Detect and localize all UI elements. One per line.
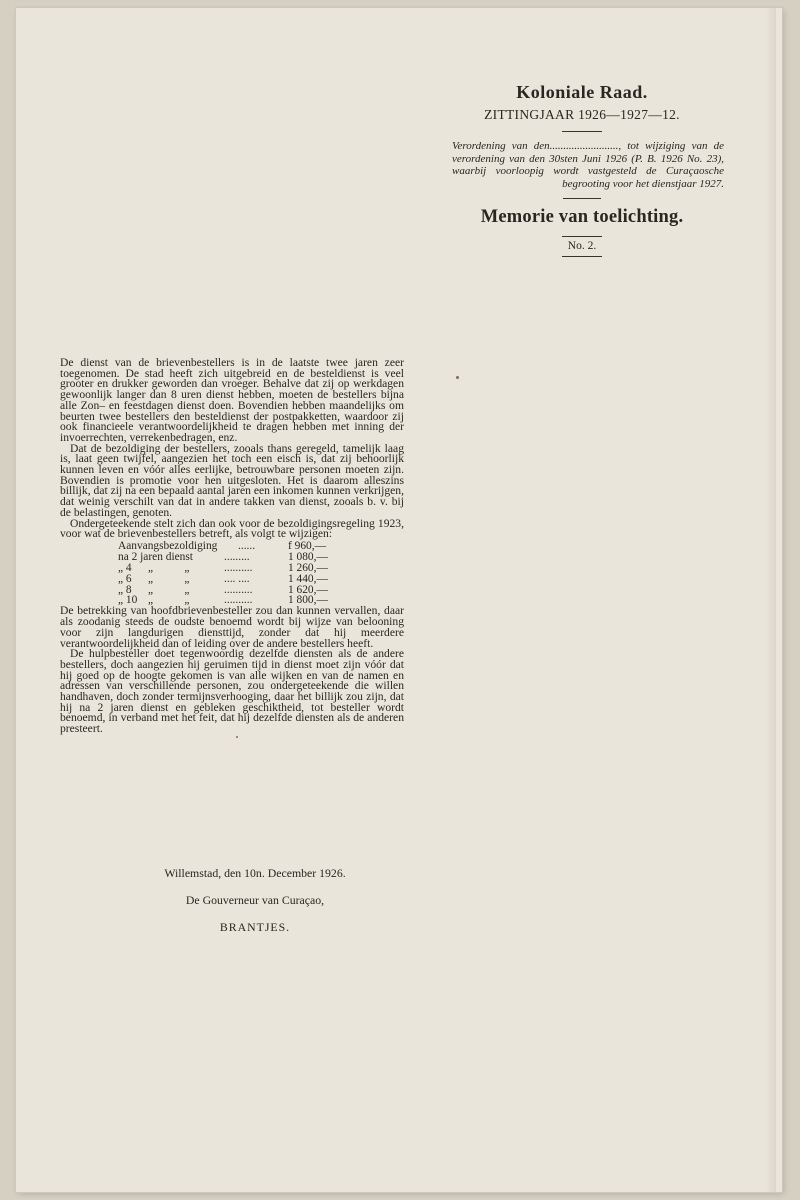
salary-dots: .......... — [224, 562, 253, 574]
salary-dots: .... .... — [224, 573, 250, 585]
paragraph: Ondergeteekende stelt zich dan ook voor de bezoldigingsregeling 1923, voor wat de brievenbestellers betreft, als volgt te wijzigen: — [60, 516, 404, 541]
paragraph: De hulpbesteller doet tegenwoordig dezelfde diensten als de andere bestellers, doch aangezien hij geruimen tijd in dienst moet zijn vóór dat hij goed op de hoogte gekomen is van alle wijken en van de namen en adressen van verschillende personen, zou ondergeteekende die willen handhaven, doch zonder termijnsverhooging, daar het billijk zou zijn, dat hij na 2 jaren dienst en gebleken geschiktheid, tot besteller wordt benoemd, in verband met het feit, dat hij dezelfde diensten als de anderen presteert. — [60, 647, 404, 736]
signature-name: BRANTJES. — [219, 920, 291, 934]
governor-title: De Gouverneur van Curaçao, — [185, 893, 325, 907]
salary-dots: ...... — [238, 540, 256, 552]
paper-speck — [456, 376, 459, 379]
salary-amount: 1 080,— — [288, 550, 328, 563]
salary-label: Aanvangsbezoldiging — [118, 539, 218, 552]
salary-label: „ 10 — [118, 594, 138, 607]
salary-ditto: „ „ — [148, 572, 190, 585]
salary-label: „ 8 — [118, 583, 132, 596]
salary-label: na 2 jaren dienst — [118, 550, 193, 563]
document-header — [432, 82, 732, 257]
salary-row — [118, 574, 358, 585]
salary-ditto: „ „ — [148, 561, 190, 574]
memo-title: Memorie van toelichting. — [480, 207, 684, 227]
salary-dots: .......... — [224, 595, 253, 607]
divider — [562, 131, 602, 132]
paragraph: De betrekking van hoofdbrievenbesteller zou dan kunnen vervallen, daar als zoodanig steeds de oudste benoemd wordt bij wijze van belooning voor zijn langdurigen diensttijd, zonder dat hij meerdere verantwoordelijkheid dan of leiding over de andere bestellers heeft. — [60, 604, 404, 650]
memo-body — [60, 358, 404, 735]
salary-ditto: „ „ — [148, 583, 190, 596]
ordinance-description: Verordening van den........................., tot wijziging van de verordening van den 30sten Juni 1926 (P. B. 1926 No. 23), waarbij voorloopig wordt vastgesteld de Curaçaosche begrooting voor het dienstjaar 1927. — [452, 140, 724, 190]
document-number: No. 2. — [562, 236, 602, 257]
salary-ditto: „ „ — [148, 594, 190, 607]
salary-amount: 1 800,— — [288, 594, 328, 607]
salary-dots: .......... — [224, 584, 253, 596]
salary-dots: ......... — [224, 551, 250, 563]
salary-amount: 1 260,— — [288, 561, 328, 574]
salary-amount: 1 440,— — [288, 572, 328, 585]
session-year: ZITTINGJAAR 1926—1927—12. — [484, 107, 680, 122]
divider — [563, 198, 601, 199]
salary-label: „ 4 — [118, 561, 132, 574]
salary-table — [118, 541, 358, 606]
place-date: Willemstad, den 10n. December 1926. — [164, 866, 346, 880]
paragraph: De dienst van de brievenbestellers is in de laatste twee jaren zeer toegenomen. De stad heeft zich uitgebreid en de besteldienst is veel grooter en drukker geworden dan vroeger. Behalve dat zij op werkdagen gewoonlijk langer dan 8 uren dienst hebben, moeten de bestellers bijna alle Zon– en feestdagen dienst doen. Bovendien hebben maandelijks om beurten twee bestellers den besteldienst der postpakketten, waardoor zij ook financieele verantwoordelijkheid te dragen hebben met inning der invoerrechten, verrekenbedragen, enz. — [60, 356, 404, 444]
paragraph: Dat de bezoldiging der bestellers, zooals thans geregeld, tamelijk laag is, laat geen twijfel, aangezien het toch een eisch is, dat zij behoorlijk kunnen leven en vóór alles eerlijke, betrouwbare personen moeten zijn. Bovendien is promotie voor hen uitgesloten. Het is daarom alleszins billijk, dat zij na een bepaald aantal jaren een inkomen kunnen verkrijgen, dat weinig verschilt van dat in andere takken van dienst, zooals b. v. bij de belastingen, genoten. — [60, 441, 404, 519]
salary-label: „ 6 — [118, 572, 132, 585]
council-title: Koloniale Raad. — [516, 82, 648, 102]
paper-speck — [236, 736, 238, 738]
salary-amount: f 960,— — [288, 539, 326, 552]
salary-amount: 1 620,— — [288, 583, 328, 596]
